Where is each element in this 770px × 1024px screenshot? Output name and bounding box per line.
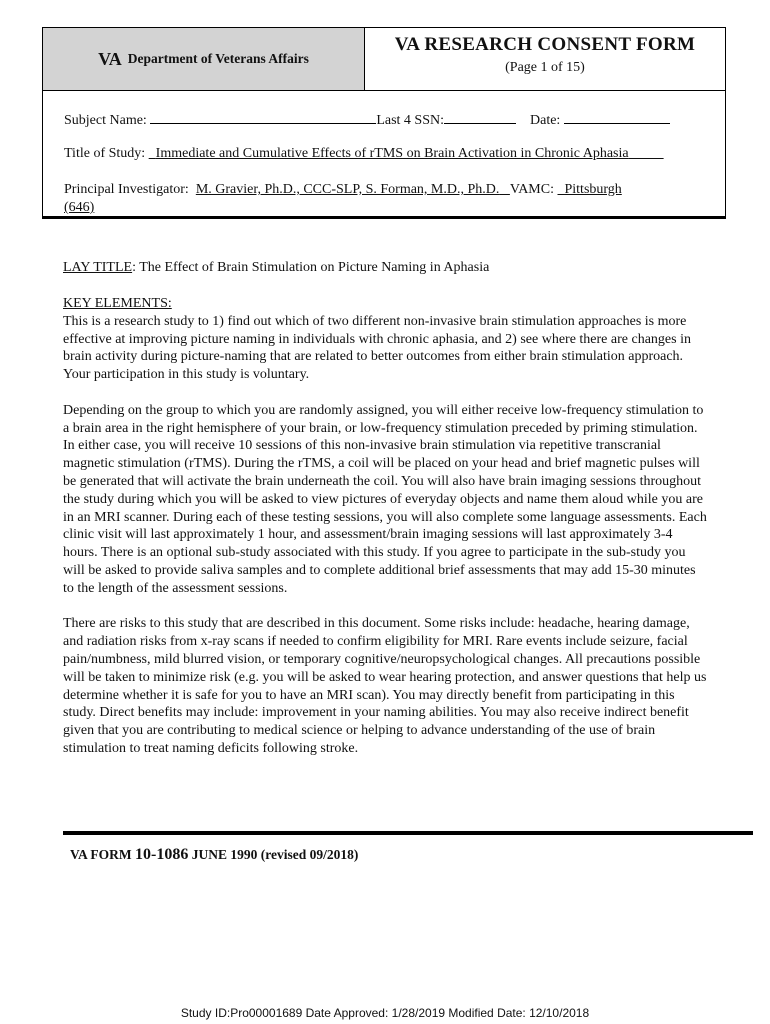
lay-title-label: LAY TITLE [63,260,133,275]
form-identifier [70,846,358,864]
study-title-value-prefix [149,146,156,161]
study-title-underline [629,146,664,161]
key-elements-paragraph-2: Depending on the group to which you are randomly assigned, you will either receive low-frequency stimulation to a brain area in the right hemisphere of your brain, or low-frequency stimulation preceded by priming stimulation. In either case, you will receive 10 sessions of this non-invasive brain stimulation via repetitive transcranial magnetic stimulation (rTMS). During the rTMS, a coil will be placed on your head and brief magnetic pulses will be generated that will activate the brain underneath the coil. You will also have brain imaging sessions throughout the study during which you will be asked to view pictures of everyday objects and name them aloud while you are in an MRI scanner. During each of these testing sessions, you will also complete some language assessments. Each clinic visit will last approximately 1 hour, and assessment/brain imaging sessions will last approximately 3-4 hours. There is an optional sub-study associated with this study. If you agree to participate in the sub-study you will be asked to provide saliva samples and to complete additional brief assessments that may add 15-30 minutes to the length of the assessment sessions. [63,402,707,596]
vamc-value: Pittsburgh [564,182,622,197]
last4-ssn-field[interactable] [444,110,516,124]
page-indicator: (Page 1 of 15) [505,60,585,75]
subject-name-label: Subject Name: [64,113,147,128]
subject-row [64,110,670,129]
date-field[interactable] [564,110,670,124]
lay-title-text: : The Effect of Brain Stimulation on Picture Naming in Aphasia [132,260,490,275]
key-elements-paragraph-3: There are risks to this study that are described in this document. Some risks include: headache, hearing damage, and radiation risks from x-ray scans if needed to confirm eligibility for MRI. Rare events include seizure, facial pain/numbness, mild blurred vision, or temporary cognitive/neuropsychological changes. All precautions possible will be taken to minimize risk (e.g. you will be asked to wear hearing protection, and answer questions that help us determine whether it is safe for you to have an MRI scan). You may directly benefit from participating in this study. Direct benefits may include: improvement in your naming abilities. You may also receive indirect benefit given that you are contributing to medical science or helping to advance understanding of the use of brain stimulation to treat naming deficits following stroke. [63,616,707,756]
pi-value: M. Gravier, Ph.D., CCC-SLP, S. Forman, M.D., Ph.D. [195,182,500,197]
form-title-cell [365,28,725,91]
study-footer: Study ID:Pro00001689 Date Approved: 1/28/2019 Modified Date: 12/10/2018 [180,1006,590,1020]
vamc-label: VAMC: [509,182,554,197]
pi-underline [499,182,510,197]
agency-cell [43,28,365,91]
study-title-label: Title of Study: [64,146,146,161]
form-number: 10-1086 [135,846,189,863]
form-revision: JUNE 1990 (revised 09/2018) [191,847,359,862]
section-divider [63,831,753,835]
vamc-code: (646) [64,200,95,215]
last4-ssn-label: Last 4 SSN: [376,113,444,128]
study-title-value: Immediate and Cumulative Effects of rTMS on Brain Activation in Chronic Aphasia [155,146,629,161]
study-title-row [64,146,664,162]
pi-row [64,182,622,198]
va-logo-text: VA [98,48,122,69]
form-header [42,27,726,219]
subject-name-field[interactable] [150,110,376,124]
form-prefix: VA FORM [70,847,132,862]
date-label: Date: [530,113,561,128]
lay-title [63,259,708,277]
key-elements-paragraph-1: This is a research study to 1) find out which of two different non-invasive brain stimulation approaches is more effective at improving picture naming in individuals with chronic aphasia, and 2) see where there are changes in brain activity during picture-naming that are related to better outcomes from either brain stimulation approach. Your participation in this study is voluntary. [63,313,691,383]
pi-label: Principal Investigator: [64,182,189,197]
department-name: Department of Veterans Affairs [127,51,309,66]
key-elements-heading: KEY ELEMENTS: [63,296,172,311]
form-title: VA RESEARCH CONSENT FORM [394,34,696,55]
key-elements-section [63,295,708,758]
vamc-code-row [64,200,94,216]
